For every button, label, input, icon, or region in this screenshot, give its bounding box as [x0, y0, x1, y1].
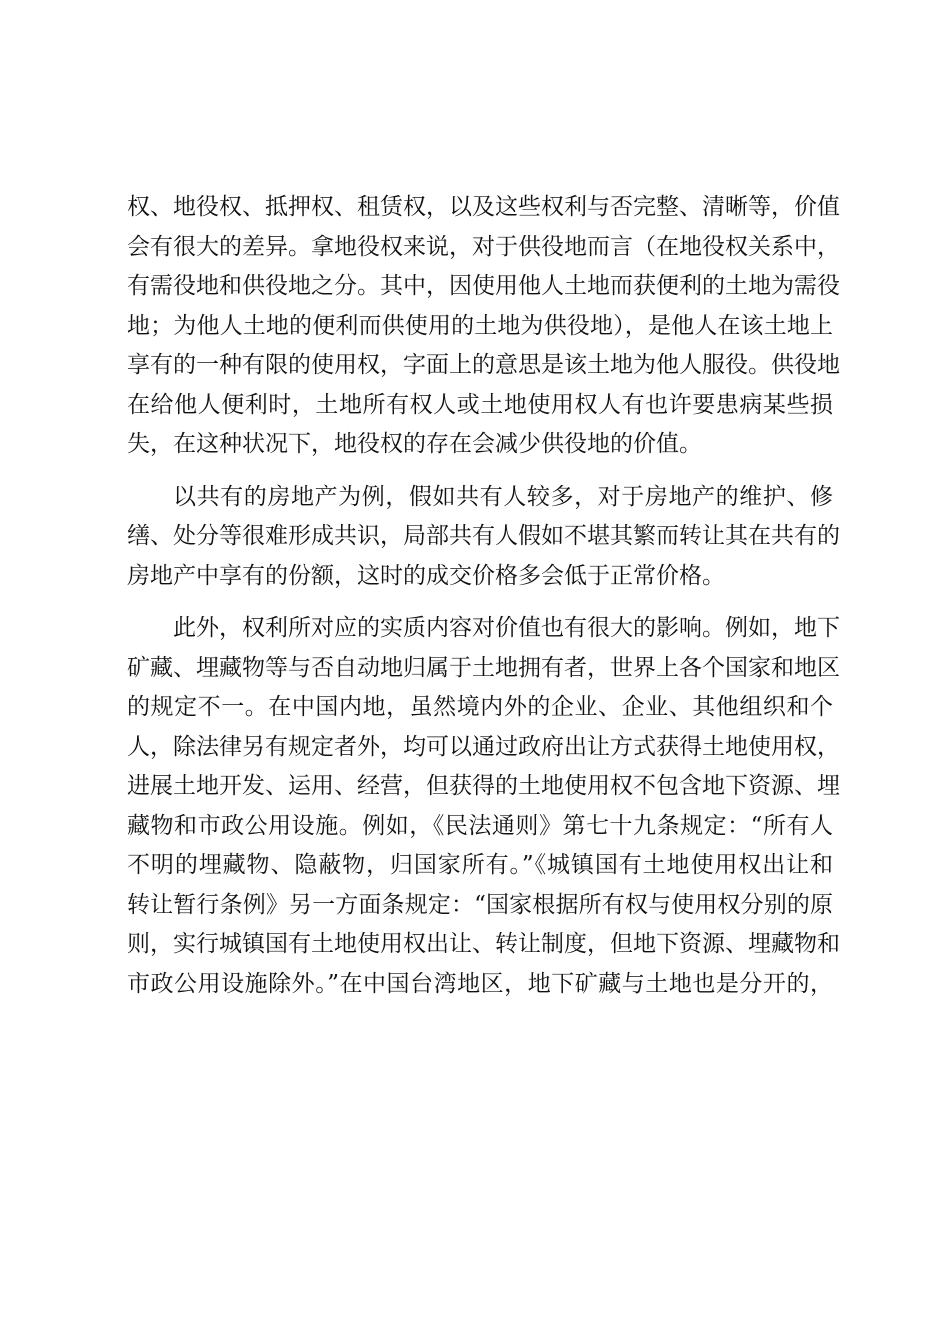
text-line: 房地产中享有的份额，这时的成交价格多会低于正常价格。 — [127, 562, 725, 589]
paragraph-2 — [127, 478, 840, 597]
text-line: 地；为他人土地的便利而供使用的土地为供役地），是他人在该土地上 — [127, 312, 833, 339]
paragraph-3 — [127, 609, 840, 1004]
body-text — [127, 188, 840, 1004]
text-line: 此外，权利所对应的实质内容对价值也有很大的影响。例如，地下 — [173, 615, 840, 641]
text-line: 市政公用设施除外。”在中国台湾地区，地下矿藏与土地也是分开的， — [127, 970, 833, 997]
text-line: 转让暂行条例》另一方面条规定：“国家根据所有权与使用权分别的原 — [127, 891, 833, 918]
text-line: 权、地役权、抵押权、租赁权，以及这些权利与否完整、清晰等，价值 — [127, 194, 840, 220]
text-line: 在给他人便利时，土地所有权人或土地使用权人有也许要患病某些损 — [127, 391, 833, 418]
text-line: 的规定不一。在中国内地，虽然境内外的企业、企业、其他组织和个 — [127, 694, 833, 720]
text-line: 享有的一种有限的使用权，字面上的意思是该土地为他人服役。供役地 — [127, 352, 840, 378]
text-line: 不明的埋藏物、隐蔽物，归国家所有。”《城镇国有土地使用权出让和 — [127, 852, 833, 878]
text-line: 则，实行城镇国有土地使用权出让、转让制度，但地下资源、埋藏物和 — [127, 931, 840, 957]
text-line: 会有很大的差异。拿地役权来说，对于供役地而言（在地役权关系中， — [127, 233, 840, 260]
text-line: 矿藏、埋藏物等与否自动地归属于土地拥有者，世界上各个国家和地区 — [127, 654, 840, 681]
text-line: 有需役地和供役地之分。其中，因使用他人土地而获便利的土地为需役 — [127, 273, 840, 299]
text-line: 缮、处分等很难形成共识，局部共有人假如不堪其繁而转让其在共有的 — [127, 523, 840, 549]
text-line: 人，除法律另有规定者外，均可以通过政府出让方式获得土地使用权， — [127, 733, 840, 760]
text-line: 进展土地开发、运用、经营，但获得的土地使用权不包含地下资源、埋 — [127, 773, 840, 799]
text-line: 藏物和市政公用设施。例如，《民法通则》第七十九条规定：“所有人 — [127, 812, 833, 839]
text-line: 以共有的房地产为例，假如共有人较多，对于房地产的维护、修 — [173, 483, 833, 510]
paragraph-1 — [127, 188, 840, 465]
text-line: 失，在这种状况下，地役权的存在会减少供役地的价值。 — [127, 431, 702, 457]
